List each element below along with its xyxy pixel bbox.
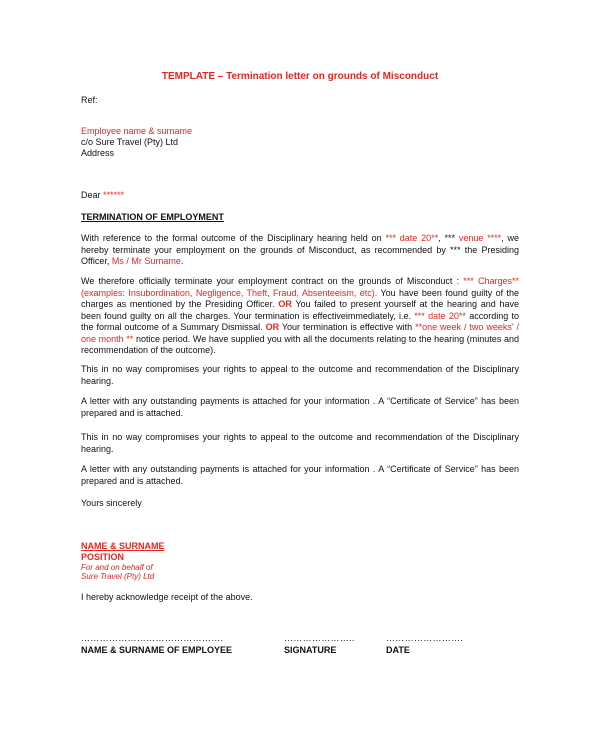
p1-text-c: , we hereby terminate your employment on the grounds of Misconduct, as recommended by *** the Presiding Officer, <box>81 233 519 266</box>
signer-name: NAME & SURNAME <box>81 541 165 551</box>
p1-officer: Ms / Mr Surname <box>111 256 181 266</box>
paragraph-2 <box>81 276 519 357</box>
p2-or-2: OR <box>265 322 280 332</box>
document-title: TEMPLATE – Termination letter on grounds of Misconduct <box>161 71 439 82</box>
ref-label: Ref: <box>81 95 98 105</box>
paragraph-1 <box>81 233 519 268</box>
employee-name-line: ………………………………………. <box>81 633 224 643</box>
signature-line: ………………….. <box>284 633 355 643</box>
recipient-address: Address <box>81 148 115 158</box>
paragraph-6: A letter with any outstanding payments is attached for your information . A “Certificate of Service” has been prepared and is attached. <box>81 464 519 486</box>
signer-behalf: For and on behalf of <box>81 563 153 572</box>
p2-text-c: You failed to present yourself at the hearing and have been found guilty on all the charges. Your termination is effectiveimmediately, i.e. <box>81 299 519 321</box>
date-label: DATE <box>386 645 410 655</box>
recipient-company: c/o Sure Travel (Pty) Ltd <box>81 137 179 147</box>
p2-text-d: according to the formal outcome of a Summary Dismissal. <box>81 310 520 332</box>
salutation-name: ****** <box>103 190 125 200</box>
p1-venue: venue **** <box>458 233 502 243</box>
p1-text-b: , *** <box>438 233 459 243</box>
date-line: ……………………. <box>386 633 464 643</box>
p2-text-b: You have been found guilty of the charges as mentioned by the Presiding Officer. <box>81 287 519 309</box>
paragraph-5: This in no way compromises your rights to appeal to the outcome and recommendation of the Disciplinary hearing. <box>81 432 519 454</box>
recipient-name: Employee name & surname <box>81 126 193 136</box>
p2-or-1: OR <box>278 299 292 309</box>
closing: Yours sincerely <box>81 498 142 508</box>
signer-company: Sure Travel (Pty) Ltd <box>81 572 155 581</box>
employee-name-label: NAME & SURNAME OF EMPLOYEE <box>81 645 233 655</box>
paragraph-3: This in no way compromises your rights to appeal to the outcome and recommendation of the Disciplinary hearing. <box>81 364 519 386</box>
p1-date: *** date 20** <box>385 233 439 243</box>
p1-text-d: . <box>180 256 184 266</box>
p2-text-a: We therefore officially terminate your employment contract on the grounds of Misconduct : <box>81 276 464 286</box>
p2-notice: **one week / two weeks' / one month ** <box>81 322 519 344</box>
p1-text-a: With reference to the formal outcome of the Disciplinary hearing held on <box>81 233 386 243</box>
paragraph-4: A letter with any outstanding payments is attached for your information . A “Certificate of Service” has been prepared and is attached. <box>81 396 519 418</box>
p2-text-e: Your termination is effective with <box>279 322 416 332</box>
p2-charges: *** Charges** (examples: Insubordination, Negligence, Theft, Fraud, Absenteeism, etc). <box>81 276 519 298</box>
salutation-prefix: Dear <box>81 190 104 200</box>
signature-label: SIGNATURE <box>284 645 337 655</box>
p2-date: *** date 20** <box>414 310 466 321</box>
subject-heading: TERMINATION OF EMPLOYMENT <box>81 212 224 222</box>
salutation <box>81 190 124 201</box>
p2-text-f: notice period. We have supplied you with all the documents relating to the hearing (minutes and recommendation of the outcome). <box>81 333 519 355</box>
acknowledgement: I hereby acknowledge receipt of the above. <box>81 592 253 602</box>
signer-position: POSITION <box>81 552 125 562</box>
